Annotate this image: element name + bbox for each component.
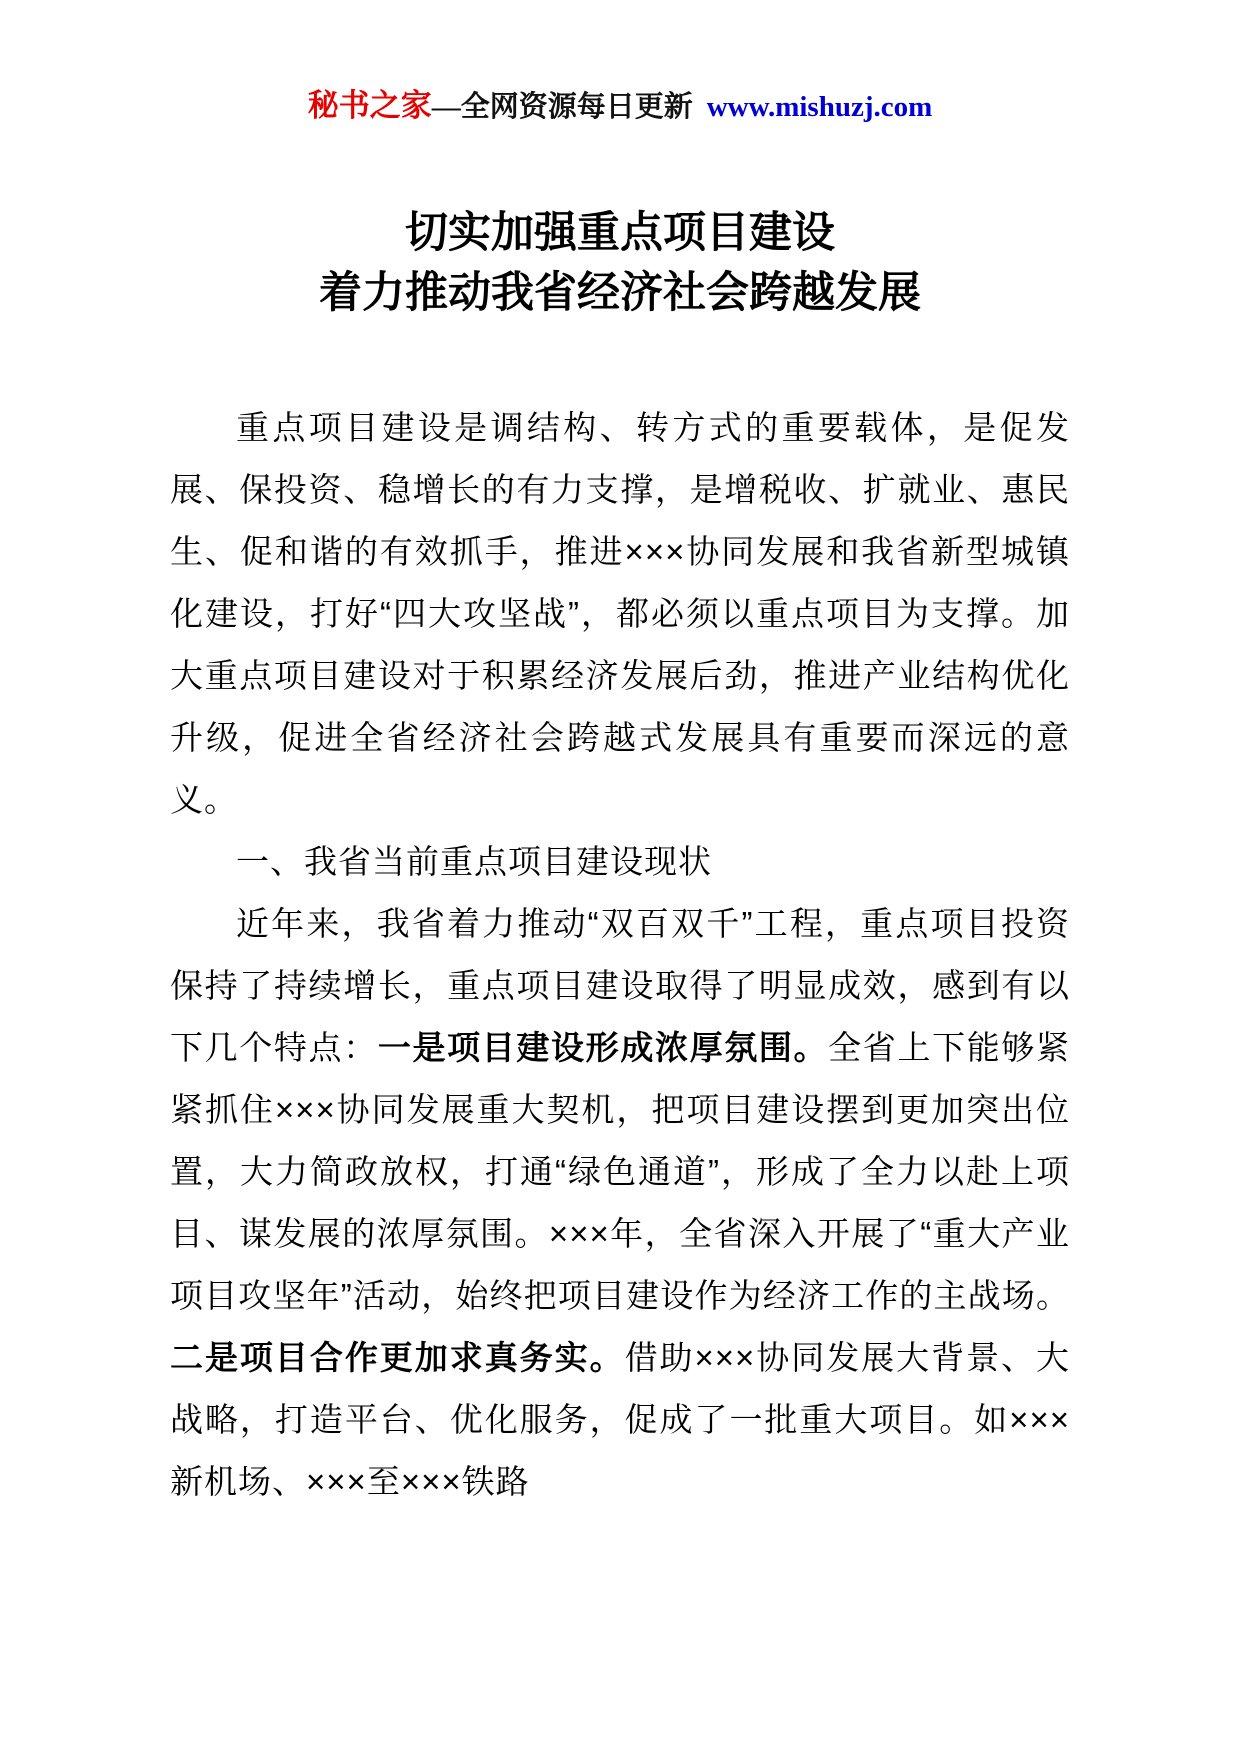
intro-paragraph: [170, 397, 1070, 831]
bold-text-run: 一是项目建设形成浓厚氛围。: [377, 1029, 829, 1066]
section-heading-1: [170, 831, 1070, 893]
site-url-link[interactable]: www.mishuzj.com: [706, 91, 933, 123]
header-dash: —: [431, 91, 461, 123]
text-run: 借助×××协同发展大背景、大战略，打造平台、优化服务，促成了一批重大项目。如×××新机场、×××至×××铁路: [170, 1339, 1070, 1500]
text-run: 近年来，我省着力推动“双百双千”工程，重点项目投资保持了持续增长，重点项目建设取得了明显成效，感到有以下几个特点：: [170, 905, 1070, 1066]
site-brand: 秘书之家: [307, 88, 432, 123]
title-line-1: 切实加强重点项目建设: [405, 209, 835, 257]
document-body: [170, 397, 1070, 1513]
document-title: [170, 203, 1070, 323]
page-header: [170, 88, 1070, 125]
title-line-2: 着力推动我省经济社会跨越发展: [319, 269, 921, 317]
text-run: 重点项目建设是调结构、转方式的重要载体，是促发展、保投资、稳增长的有力支撑，是增税收、扩就业、惠民生、促和谐的有效抓手，推进×××协同发展和我省新型城镇化建设，打好“四大攻坚战”，都必须以重点项目为支撑。加大重点项目建设对于积累经济发展后劲，推进产业结构优化升级，促进全省经济社会跨越式发展具有重要而深远的意义。: [170, 409, 1070, 818]
header-tagline: 全网资源每日更新: [460, 91, 693, 123]
text-run: 一、我省当前重点项目建设现状: [236, 843, 712, 880]
text-run: 全省上下能够紧紧抓住×××协同发展重大契机，把项目建设摆到更加突出位置，大力简政放权，打通“绿色通道”，形成了全力以赴上项目、谋发展的浓厚氛围。×××年，全省深入开展了“重大产业项目攻坚年”活动，始终把项目建设作为经济工作的主战场。: [170, 1029, 1071, 1314]
section-1-paragraph: [170, 893, 1070, 1513]
bold-text-run: 二是项目合作更加求真务实。: [170, 1339, 625, 1376]
